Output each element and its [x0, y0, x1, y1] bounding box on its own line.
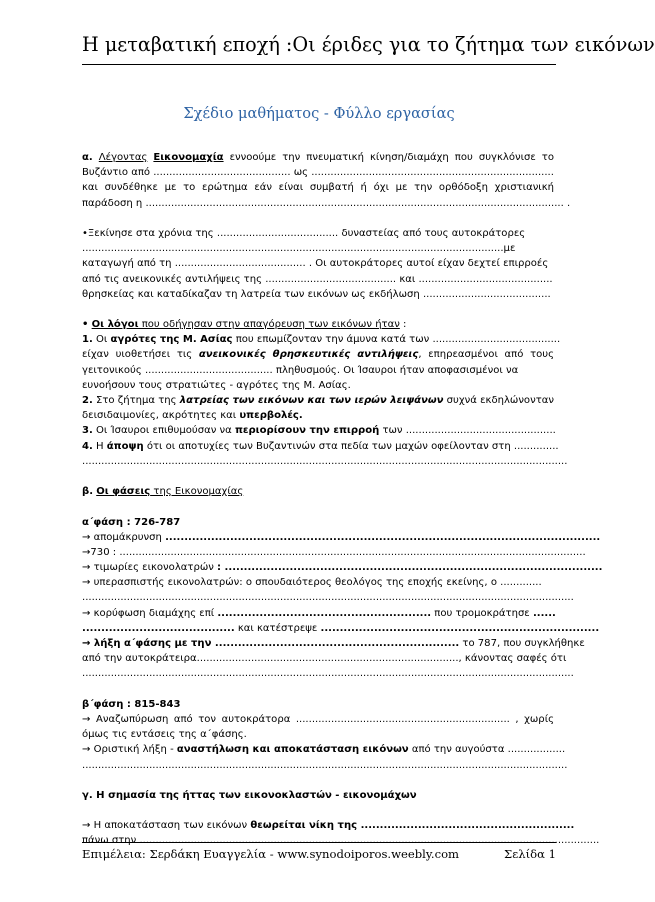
- text-line: γειτονικούς ........................................ πληθυσμούς. Οι Ίσαυροι ήταν αποφασισμένοι να: [82, 364, 519, 376]
- text-line: ........................................................................................................................................................: [82, 455, 568, 467]
- phase-title: β΄φάση : 815-843: [82, 698, 181, 710]
- section-heading: β. Οι φάσεις της Εικονομαχίας: [82, 486, 244, 498]
- text-line: α. Λέγοντας Εικονομαχία εννοούμε την πνευματική κίνηση/διαμάχη που συγκλόνισε το: [82, 152, 555, 163]
- section-heading: γ. Η σημασία της ήττας των εικονοκλαστών - εικονομάχων: [82, 789, 417, 801]
- text-line: → λήξη α΄φάσης με την ................................................................ το 787, που συγκλήθηκε: [82, 638, 585, 649]
- text-line: 4. Η άποψη ότι οι αποτυχίες των Βυζαντινών στα πεδία των μαχών οφείλονταν στη ..............: [82, 440, 559, 452]
- footer-credit: Επιμέλεια: Σερδάκη Ευαγγελία - www.synodoiporos.weebly.com: [82, 847, 460, 861]
- document-title: Σχέδιο μαθήματος - Φύλλο εργασίας: [183, 105, 455, 122]
- text-line: ........................................................................................................................................................: [82, 759, 568, 771]
- text-line: παράδοση η ................................................................................................................................... .: [82, 197, 571, 209]
- page-number: Σελίδα 1: [504, 847, 556, 861]
- text-line: → απομάκρυνση ..................................................................................................................: [82, 531, 601, 543]
- page-footer: [82, 845, 556, 863]
- text-line: → Αναζωπύρωση από τον αυτοκράτορα ................................................................... , χωρίς: [82, 713, 554, 725]
- footer-divider: [82, 842, 556, 843]
- text-line: ..........................................................................................................................................................: [82, 592, 574, 604]
- page-header: Η μεταβατική εποχή :Οι έριδες για το ζήτημα των εικόνων: [82, 33, 655, 56]
- worksheet-body: [82, 150, 603, 849]
- text-line: δεισιδαιμονίες, ακρότητες και υπερβολές.: [82, 410, 303, 422]
- text-line: 3. Οι Ίσαυροι επιθυμούσαν να περιορίσουν την επιρροή των ...............................................: [82, 425, 556, 437]
- text-line: πάνω στην ................................................................................................................................................: [82, 835, 600, 847]
- text-line: →730 : ..................................................................................................................................................: [82, 546, 586, 558]
- text-line: ....................................................................................................................................με: [82, 243, 516, 255]
- phase-title: α΄φάση : 726-787: [82, 516, 181, 528]
- text-line: → τιμωρίες εικονολατρών : ...................................................................................................: [82, 562, 603, 574]
- header-divider: [82, 64, 556, 65]
- text-line: 1. Οι αγρότες της Μ. Ασίας που επωμίζονταν την άμυνα κατά των ........................................: [82, 334, 561, 346]
- text-line: 2. Στο ζήτημα της λατρείας των εικόνων και των ιερών λειψάνων συχνά εκδηλώνονταν: [82, 395, 554, 406]
- text-line: • Οι λόγοι που οδήγησαν στην απαγόρευση των εικόνων ήταν :: [82, 319, 407, 331]
- text-line: είχαν υιοθετήσει τις ανεικονικές θρησκευτικές αντιλήψεις, επηρεασμένοι από τους: [82, 349, 554, 361]
- text-line: → Οριστική λήξη - αναστήλωση και αποκατάσταση εικόνων από την αυγούστα ..................: [82, 744, 566, 756]
- text-line: ..........................................................................................................................................................: [82, 668, 574, 680]
- text-line: και συνδέθηκε με το ερώτημα εάν είναι συμβατή ή όχι με την ορθόδοξη χριστιανική: [82, 182, 554, 194]
- text-line: από τις ανεικονικές αντιλήψεις της ......................................... και ..........................................: [82, 273, 553, 285]
- text-line: ευνοήσουν τους στρατιώτες - αγρότες της Μ. Ασίας.: [82, 379, 351, 391]
- text-line: θρησκείας και καταδίκαζαν τη λατρεία των εικόνων ως εκδήλωση ........................................: [82, 288, 551, 300]
- text-line: όμως τις εντάσεις της α΄φάσης.: [82, 729, 247, 741]
- text-line: •Ξεκίνησε στα χρόνια της ...................................... δυναστείας από τους αυτοκράτορες: [82, 227, 526, 239]
- text-line: → υπερασπιστής εικονολατρών: ο σπουδαιότερος θεολόγος της εποχής εκείνης, ο .............: [82, 577, 542, 589]
- text-line: → κορύφωση διαμάχης επί ........................................................ που τρομοκράτησε ......: [82, 607, 556, 619]
- text-line: → Η αποκατάσταση των εικόνων θεωρείται νίκη της ........................................................: [82, 820, 575, 832]
- text-line: ........................................ και κατέστρεψε .........................................................................: [82, 622, 600, 634]
- text-line: Βυζάντιο από ........................................... ως ............................................................................: [82, 167, 554, 179]
- text-line: καταγωγή από τη ......................................... . Οι αυτοκράτορες αυτοί είχαν δεχτεί επιρροές: [82, 258, 549, 270]
- text-line: από την αυτοκράτειρα.................................................................................., κάνοντας σαφές ότι: [82, 653, 567, 665]
